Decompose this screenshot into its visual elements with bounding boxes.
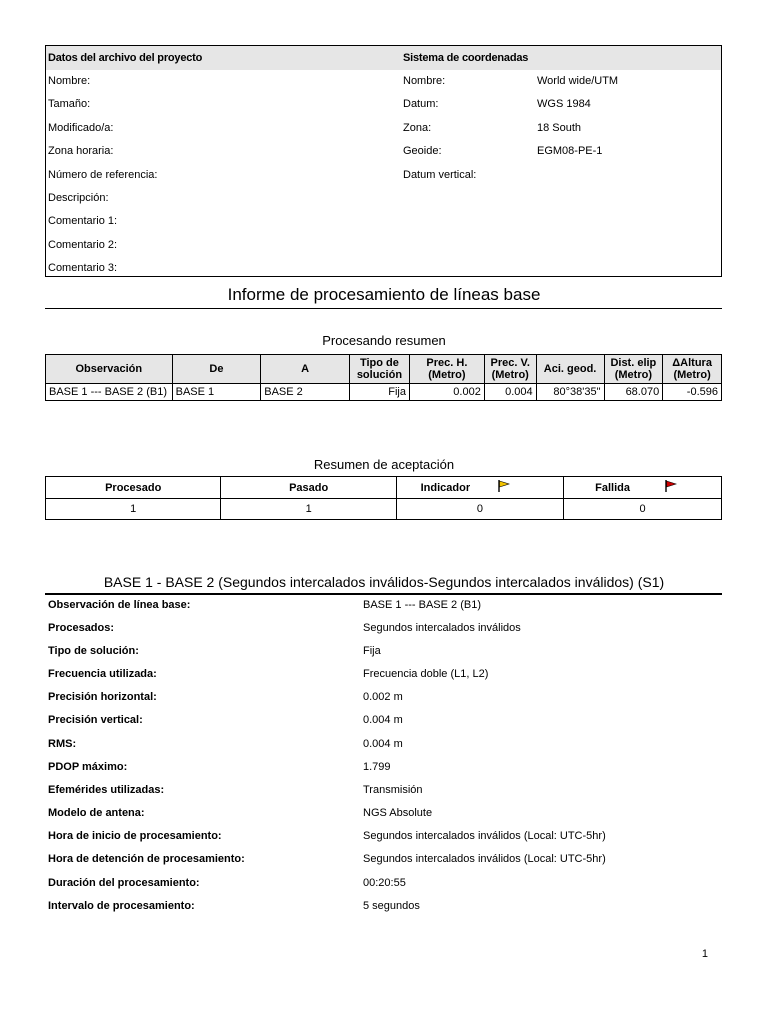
coord-field-value: WGS 1984 xyxy=(537,98,591,111)
processing-summary-table xyxy=(45,354,722,401)
cell-prec-h: 0.002 xyxy=(410,384,485,401)
coordinate-system-heading: Sistema de coordenadas xyxy=(403,52,529,64)
project-row xyxy=(46,140,721,163)
coord-field-value: 18 South xyxy=(537,121,582,134)
cell-from: BASE 1 xyxy=(172,384,261,401)
cell-azimuth: 80°38'35" xyxy=(536,384,604,401)
detail-value: 0.004 m xyxy=(363,738,403,750)
report-title: Informe de procesamiento de líneas base xyxy=(227,285,541,304)
project-row xyxy=(46,93,721,116)
cell-solution-type: Fija xyxy=(349,384,409,401)
project-row xyxy=(46,164,721,187)
cell-to: BASE 2 xyxy=(261,384,350,401)
project-row xyxy=(46,257,721,280)
acceptance-summary-table xyxy=(45,476,722,520)
project-field-label: Nombre: xyxy=(48,75,91,87)
detail-value: NGS Absolute xyxy=(363,807,433,819)
detail-value: Segundos intercalados inválidos (Local: UTC-5hr) xyxy=(363,830,606,842)
project-row xyxy=(46,234,721,257)
project-field-label: Comentario 3: xyxy=(48,262,118,275)
project-field-label: Número de referencia: xyxy=(48,168,158,181)
detail-label: Procesados: xyxy=(48,622,115,634)
table-row xyxy=(46,499,722,520)
project-field-label: Tamaño: xyxy=(48,98,91,111)
col-header: Observación xyxy=(46,355,173,384)
detail-label: Hora de detención de procesamiento: xyxy=(48,853,245,865)
detail-label: Precisión vertical: xyxy=(48,714,143,726)
flag-cell xyxy=(494,477,564,499)
col-header: Indicador xyxy=(396,477,494,499)
project-row xyxy=(46,117,721,140)
detail-label: Observación de línea base: xyxy=(48,599,191,611)
cell-prec-v: 0.004 xyxy=(484,384,536,401)
detail-value: Frecuencia doble (L1, L2) xyxy=(363,668,489,680)
coord-field-label: Nombre: xyxy=(403,75,446,87)
detail-value: Transmisión xyxy=(363,784,423,796)
table-header-row xyxy=(46,355,722,384)
processed-count: 1 xyxy=(46,499,221,520)
coord-field-value: World wide/UTM xyxy=(537,75,619,87)
detail-label: Efemérides utilizadas: xyxy=(48,784,165,796)
col-header: Fallida xyxy=(564,477,662,499)
project-row xyxy=(46,70,721,93)
indicator-count: 0 xyxy=(396,499,563,520)
detail-value: 00:20:55 xyxy=(363,877,406,889)
cell-ellipsoid-distance: 68.070 xyxy=(604,384,663,401)
col-header: ΔAltura (Metro) xyxy=(663,355,722,384)
detail-value: 5 segundos xyxy=(363,900,420,912)
detail-label: PDOP máximo: xyxy=(48,761,128,773)
page-number: 1 xyxy=(701,948,708,960)
col-header: Pasado xyxy=(221,477,396,499)
col-header: A xyxy=(261,355,350,384)
project-info-header xyxy=(46,46,721,70)
cell-delta-height: -0.596 xyxy=(663,384,722,401)
project-row xyxy=(46,210,721,233)
project-info-box xyxy=(45,45,722,277)
red-flag-icon xyxy=(664,479,678,496)
coord-field-label: Datum: xyxy=(403,98,439,111)
col-header: De xyxy=(172,355,261,384)
detail-value: 0.002 m xyxy=(363,691,403,703)
detail-value: 1.799 xyxy=(363,761,391,773)
cell-observation: BASE 1 --- BASE 2 (B1) xyxy=(46,384,173,401)
project-field-label: Modificado/a: xyxy=(48,121,114,134)
col-header: Aci. geod. xyxy=(536,355,604,384)
coord-field-label: Datum vertical: xyxy=(403,168,477,181)
title-divider xyxy=(45,308,722,309)
detail-label: Intervalo de procesamiento: xyxy=(48,900,195,912)
table-row xyxy=(46,384,722,401)
detail-label: Precisión horizontal: xyxy=(48,691,157,703)
col-header: Procesado xyxy=(46,477,221,499)
project-row xyxy=(46,187,721,210)
col-header: Prec. H. (Metro) xyxy=(410,355,485,384)
project-field-label: Zona horaria: xyxy=(48,145,114,158)
detail-value: 0.004 m xyxy=(363,714,403,726)
detail-label: RMS: xyxy=(48,738,77,750)
detail-value: Segundos intercalados inválidos xyxy=(363,622,521,634)
detail-value: Segundos intercalados inválidos (Local: UTC-5hr) xyxy=(363,853,606,865)
processing-summary-title: Procesando resumen xyxy=(322,333,446,348)
project-field-label: Descripción: xyxy=(48,191,109,204)
project-file-data-heading: Datos del archivo del proyecto xyxy=(48,52,203,64)
passed-count: 1 xyxy=(221,499,396,520)
detail-value: BASE 1 --- BASE 2 (B1) xyxy=(363,599,481,611)
col-header: Prec. V. (Metro) xyxy=(484,355,536,384)
detail-label: Hora de inicio de procesamiento: xyxy=(48,830,222,842)
flag-cell xyxy=(661,477,721,499)
baseline-detail-title: BASE 1 - BASE 2 (Segundos intercalados inválidos-Segundos intercalados inválidos) (S1) xyxy=(103,574,665,590)
col-header: Tipo de solución xyxy=(349,355,409,384)
yellow-flag-icon xyxy=(497,479,511,496)
detail-value: Fija xyxy=(363,645,381,657)
table-header-row xyxy=(46,477,722,499)
coord-field-value: EGM08-PE-1 xyxy=(537,145,603,158)
detail-label: Tipo de solución: xyxy=(48,645,139,657)
col-header: Dist. elip (Metro) xyxy=(604,355,663,384)
coord-field-label: Geoide: xyxy=(403,145,442,158)
failed-count: 0 xyxy=(564,499,722,520)
acceptance-summary-title: Resumen de aceptación xyxy=(313,457,455,472)
detail-label: Modelo de antena: xyxy=(48,807,145,819)
coord-field-label: Zona: xyxy=(403,121,432,134)
detail-divider xyxy=(45,593,722,595)
project-field-label: Comentario 2: xyxy=(48,238,118,251)
project-field-label: Comentario 1: xyxy=(48,215,118,228)
detail-label: Duración del procesamiento: xyxy=(48,877,200,889)
detail-label: Frecuencia utilizada: xyxy=(48,668,157,680)
